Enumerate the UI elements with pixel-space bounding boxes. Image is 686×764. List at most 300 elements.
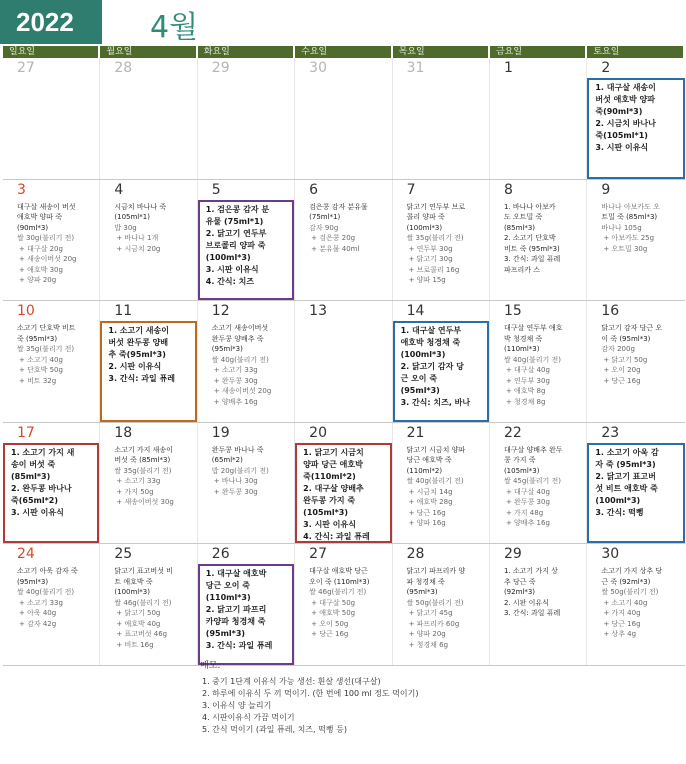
day-menu xyxy=(198,321,294,407)
menu-line: 쌀 46g(불리기 전) xyxy=(114,598,172,607)
menu-line: + 소고기 40g xyxy=(19,355,63,364)
menu-line: 버섯 애호박 양파 xyxy=(595,95,656,104)
menu-line: + 바나나 30g xyxy=(213,477,258,486)
weekday-label: 목요일 xyxy=(393,46,490,58)
menu-line: + 닭고기 50g xyxy=(116,609,161,618)
menu-line: + 오트밀 30g xyxy=(603,244,648,253)
menu-line: (110ml*3) xyxy=(205,593,251,603)
day-menu xyxy=(3,78,99,80)
menu-line: 애호박 양파 죽 xyxy=(17,213,63,222)
menu-line: 죽(105ml*1) xyxy=(595,131,648,140)
menu-line: 근 오이 죽 xyxy=(400,374,438,384)
day-cell[interactable] xyxy=(587,423,684,544)
menu-line: 3. 시판 이유식 xyxy=(303,519,356,529)
day-number: 11 xyxy=(114,303,133,320)
memo-title: 메모: xyxy=(200,661,221,671)
day-menu xyxy=(3,321,99,386)
menu-line: 이 죽 (95ml*3) xyxy=(601,334,651,343)
menu-line: 대구살 새송이 버섯 xyxy=(17,202,76,211)
menu-line: + 완두콩 30g xyxy=(213,376,258,385)
menu-line: (90ml*3) xyxy=(17,223,49,232)
menu-line: + 단호박 50g xyxy=(19,366,63,375)
menu-line: + 새송이버섯 20g xyxy=(19,255,77,264)
day-menu xyxy=(198,443,294,498)
day-number: 30 xyxy=(309,60,327,76)
menu-line: (100ml*3) xyxy=(400,350,446,360)
menu-line: + 닭고기 50g xyxy=(603,355,648,364)
menu-line: + 오이 20g xyxy=(603,366,641,375)
day-menu xyxy=(587,200,684,255)
menu-line: 2. 시판 이유식 xyxy=(503,598,549,607)
menu-line: 완두콩 양배추 죽 xyxy=(211,334,264,343)
menu-line: + 대구살 20g xyxy=(19,244,63,253)
menu-line: 트 애호박 죽 xyxy=(114,577,153,586)
day-menu xyxy=(490,78,586,80)
day-menu xyxy=(100,443,196,508)
menu-line: (65ml*2) xyxy=(211,456,243,465)
menu-line: 소고기 가지 상추 당 xyxy=(601,567,663,576)
menu-line: 바나나 아보카도 오 xyxy=(601,202,660,211)
weekday-header xyxy=(3,46,685,58)
highlight-box xyxy=(3,443,99,544)
menu-line: 2. 닭고기 감자 당 xyxy=(400,362,464,372)
menu-line: + 애호박 40g xyxy=(116,619,161,628)
day-number: 10 xyxy=(17,303,35,320)
menu-line: 3. 간식: 과일 퓨레 xyxy=(108,374,175,384)
day-menu xyxy=(3,564,99,629)
calendar-week xyxy=(3,58,685,180)
menu-line: + 양배추 16g xyxy=(213,397,258,406)
day-cell[interactable] xyxy=(3,58,100,179)
menu-line: + 청경채 6g xyxy=(408,640,449,649)
menu-line: + 표고버섯 46g xyxy=(116,630,168,639)
menu-line: + 연두부 30g xyxy=(505,376,550,385)
menu-line: (105ml*3) xyxy=(503,466,540,475)
memo-item: 4. 시판이유식 가끔 먹이기 xyxy=(202,713,295,722)
menu-line: 완두콩 바나나 죽 xyxy=(211,445,264,454)
day-number: 19 xyxy=(211,424,230,441)
day-number: 2 xyxy=(601,60,611,76)
menu-line: 밥 30g xyxy=(114,223,137,232)
menu-line: 1. 닭고기 시금치 xyxy=(303,447,364,457)
menu-line: (100ml*3) xyxy=(595,495,641,505)
day-number: 31 xyxy=(406,60,425,76)
day-number: 29 xyxy=(211,60,230,76)
menu-line: + 브로콜리 16g xyxy=(408,265,460,274)
menu-line: + 완두콩 30g xyxy=(213,487,258,496)
calendar-weeks xyxy=(3,58,685,666)
menu-line: 밥 20g(불리기 전) xyxy=(211,466,269,475)
menu-line: (95ml*3) xyxy=(211,345,243,354)
menu-line: + 애호박 8g xyxy=(505,387,546,396)
menu-line: (85ml*3) xyxy=(503,223,536,232)
menu-line: 1. 대구살 연두부 xyxy=(400,326,462,336)
menu-line: 완두콩 가지 죽 xyxy=(303,495,356,505)
menu-line: 2. 완두콩 바나나 xyxy=(11,483,72,493)
menu-line: 1. 대구살 새송이 xyxy=(595,83,656,92)
menu-line: + 소고기 33g xyxy=(213,366,258,375)
menu-line: 2. 대구살 양배추 xyxy=(303,483,364,493)
menu-line: + 가지 40g xyxy=(603,609,641,618)
menu-line: 2. 닭고기 표고버 xyxy=(595,471,656,481)
menu-line: + 닭고기 45g xyxy=(408,609,453,618)
menu-line: + 당근 16g xyxy=(603,376,641,385)
menu-line: 쌀 45g(불리기 전) xyxy=(503,477,562,486)
menu-line: 2. 닭고기 파프리 xyxy=(205,605,267,615)
day-number: 5 xyxy=(211,181,221,198)
day-number: 16 xyxy=(601,303,620,320)
memo-item: 2. 하루에 이유식 두 끼 먹이기. (한 번에 100 ml 정도 먹이기) xyxy=(202,689,419,698)
day-number: 9 xyxy=(601,181,611,198)
menu-line: 2. 시금치 바나나 xyxy=(595,119,656,128)
menu-line: 닭고기 감자 당근 오 xyxy=(601,324,663,333)
day-menu xyxy=(589,445,682,519)
menu-line: 버섯 완두콩 양배 xyxy=(108,338,169,348)
day-number: 21 xyxy=(406,424,425,441)
highlight-box xyxy=(295,443,391,544)
menu-line: (95ml*3) xyxy=(205,629,246,639)
day-cell[interactable] xyxy=(295,301,392,422)
day-number: 30 xyxy=(601,546,620,563)
day-menu xyxy=(393,564,489,650)
menu-line: 콩 가지 죽 xyxy=(503,456,536,465)
menu-line: (95ml*3) xyxy=(406,588,438,597)
menu-line: + 아욱 40g xyxy=(19,609,57,618)
day-cell[interactable] xyxy=(393,58,490,179)
menu-line: 2. 시판 이유식 xyxy=(108,362,162,372)
day-number: 17 xyxy=(17,424,35,441)
day-number: 28 xyxy=(406,546,425,563)
menu-line: 대구살 양배추 완두 xyxy=(503,445,563,454)
menu-line: + 닭고기 30g xyxy=(408,255,453,264)
menu-line: 닭고기 파프리카 양 xyxy=(406,567,466,576)
day-menu xyxy=(5,445,97,519)
memo-section xyxy=(200,660,686,764)
day-menu xyxy=(393,78,489,80)
day-cell[interactable] xyxy=(393,301,490,422)
menu-line: 쌀 40g(불리기 전) xyxy=(17,588,75,597)
day-number: 26 xyxy=(211,546,230,563)
menu-line: 박 청경채 죽 xyxy=(503,334,543,343)
menu-line: + 아보카도 25g xyxy=(603,234,655,243)
day-menu xyxy=(490,443,586,529)
day-cell[interactable] xyxy=(587,180,684,301)
menu-line: 쌀 50g(불리기 전) xyxy=(406,598,464,607)
day-menu xyxy=(490,321,586,407)
day-number: 27 xyxy=(17,60,35,76)
menu-line: + 양배추 16g xyxy=(505,519,550,528)
day-cell[interactable] xyxy=(393,544,490,665)
menu-line: 죽 (95ml*3) xyxy=(17,334,58,343)
highlight-box xyxy=(198,564,294,665)
menu-line: 송이 버섯 죽 xyxy=(11,459,56,469)
menu-line: 3. 간식: 과일 퓨레 xyxy=(503,609,561,618)
weekday-label: 금요일 xyxy=(490,46,587,58)
day-menu xyxy=(200,566,292,652)
menu-line: + 당근 16g xyxy=(408,508,446,517)
day-cell[interactable] xyxy=(490,423,587,544)
calendar-week xyxy=(3,423,685,545)
day-number: 13 xyxy=(309,303,327,320)
highlight-box xyxy=(100,321,196,422)
menu-line: + 검은콩 20g xyxy=(311,234,356,243)
menu-line: 쌀 46g(불리기 전) xyxy=(309,588,367,597)
day-menu xyxy=(295,321,391,323)
calendar-grid xyxy=(3,46,685,666)
highlight-box xyxy=(393,321,489,422)
menu-line: 3. 간식: 떡뻥 xyxy=(595,507,644,517)
day-cell[interactable] xyxy=(198,180,295,301)
menu-line: 트밀 죽 (85ml*3) xyxy=(601,213,658,222)
day-menu xyxy=(100,564,196,650)
menu-line: 비트 죽 (95ml*3) xyxy=(503,244,560,253)
day-number: 27 xyxy=(309,546,327,563)
menu-line: + 양파 16g xyxy=(408,519,446,528)
menu-line: 버섯 죽 (85ml*3) xyxy=(114,456,171,465)
day-number: 20 xyxy=(309,424,327,441)
menu-line: + 대구살 40g xyxy=(505,487,550,496)
menu-line: 닭고기 시금치 양파 xyxy=(406,445,466,454)
day-cell[interactable] xyxy=(3,180,100,301)
day-number: 14 xyxy=(406,303,425,320)
day-cell[interactable] xyxy=(490,544,587,665)
menu-line: 쌀 30g(불리기 전) xyxy=(17,234,75,243)
menu-line: 2. 닭고기 연두부 xyxy=(205,228,267,238)
day-menu xyxy=(200,202,292,288)
menu-line: (100ml*3) xyxy=(205,252,251,262)
day-number: 29 xyxy=(503,546,522,563)
day-menu xyxy=(100,200,196,255)
day-menu xyxy=(393,443,489,529)
menu-line: 도 오트밀 죽 xyxy=(503,213,543,222)
weekday-label: 월요일 xyxy=(100,46,197,58)
day-menu xyxy=(3,200,99,286)
day-number: 1 xyxy=(503,60,513,76)
weekday-label: 일요일 xyxy=(3,46,100,58)
menu-line: 대구살 애호박 당근 xyxy=(309,567,368,576)
menu-line: (105ml*3) xyxy=(303,507,349,517)
day-cell[interactable] xyxy=(198,544,295,665)
menu-line: 3. 시판 이유식 xyxy=(11,507,64,517)
menu-line: + 감자 42g xyxy=(19,619,57,628)
day-cell[interactable] xyxy=(587,301,684,422)
menu-line: (100ml*3) xyxy=(406,223,443,232)
menu-line: 추 당근 죽 xyxy=(503,577,536,586)
menu-line: 쌀 35g(불리기 전) xyxy=(114,466,172,475)
day-menu xyxy=(490,564,586,619)
menu-line: + 청경채 8g xyxy=(505,397,546,406)
menu-line: + 대구살 40g xyxy=(505,366,550,375)
menu-line: + 연두부 30g xyxy=(408,244,453,253)
menu-line: + 대구살 50g xyxy=(311,598,356,607)
day-number: 8 xyxy=(503,181,513,198)
day-cell[interactable] xyxy=(295,544,392,665)
menu-line: 근 죽 (92ml*3) xyxy=(601,577,651,586)
menu-line: + 시금치 14g xyxy=(408,487,453,496)
highlight-box xyxy=(587,78,684,179)
menu-line: 3. 간식: 치즈, 바나 xyxy=(400,398,471,408)
menu-line: + 당근 16g xyxy=(311,630,349,639)
day-number: 4 xyxy=(114,181,124,198)
menu-line: + 완두콩 30g xyxy=(505,498,550,507)
menu-line: + 오이 50g xyxy=(311,619,349,628)
menu-line: 자 죽 (95ml*3) xyxy=(595,459,656,469)
menu-line: 3. 간식: 과일 퓨레 xyxy=(503,255,561,264)
menu-line: 1. 바나나 아보카 xyxy=(503,202,556,211)
day-menu xyxy=(100,78,196,80)
menu-line: 죽(110ml*2) xyxy=(303,471,356,481)
day-menu xyxy=(295,564,391,640)
calendar-week xyxy=(3,544,685,666)
weekday-label: 화요일 xyxy=(198,46,295,58)
day-number: 28 xyxy=(114,60,133,76)
memo-list xyxy=(200,676,686,736)
menu-line: 대구살 연두부 애호 xyxy=(503,324,563,333)
day-cell[interactable] xyxy=(100,58,197,179)
menu-line: 4. 간식: 치즈 xyxy=(205,276,255,286)
menu-line: 닭고기 표고버섯 비 xyxy=(114,567,173,576)
day-menu xyxy=(102,323,194,385)
day-cell[interactable] xyxy=(490,301,587,422)
day-number: 6 xyxy=(309,181,319,198)
memo-item: 1. 중기 1단계 이유식 가능 생선: 흰살 생선(대구살) xyxy=(202,677,381,686)
menu-line: 닭고기 연두부 브로 xyxy=(406,202,466,211)
menu-line: 양파 당근 애호박 xyxy=(303,459,363,469)
menu-line: (85ml*3) xyxy=(11,471,51,481)
menu-line: (110ml*2) xyxy=(406,466,443,475)
day-cell[interactable] xyxy=(3,544,100,665)
menu-line: 1. 검은콩 감자 분 xyxy=(205,204,270,214)
day-cell[interactable] xyxy=(100,544,197,665)
menu-line: 1. 대구살 애호박 xyxy=(205,569,267,579)
day-number: 23 xyxy=(601,424,620,441)
day-cell[interactable] xyxy=(100,301,197,422)
highlight-box xyxy=(198,200,294,301)
menu-line: + 애호박 50g xyxy=(311,609,356,618)
memo-item: 3. 이유식 양 늘리기 xyxy=(202,701,272,710)
day-cell[interactable] xyxy=(198,301,295,422)
day-cell[interactable] xyxy=(490,58,587,179)
day-cell[interactable] xyxy=(100,180,197,301)
menu-line: 오이 죽 (110ml*3) xyxy=(309,577,370,586)
menu-line: + 비트 32g xyxy=(19,376,57,385)
day-number: 15 xyxy=(503,303,522,320)
menu-line: 추 죽(95ml*3) xyxy=(108,350,166,360)
menu-line: + 가지 50g xyxy=(116,487,154,496)
day-menu xyxy=(393,200,489,286)
day-number: 12 xyxy=(211,303,230,320)
menu-line: + 양파 20g xyxy=(19,276,57,285)
menu-line: 섯 비트 애호박 죽 xyxy=(595,483,658,493)
day-cell[interactable] xyxy=(393,180,490,301)
day-cell[interactable] xyxy=(3,301,100,422)
day-cell[interactable] xyxy=(490,180,587,301)
year-banner: 2022 xyxy=(0,0,102,44)
menu-line: 검은콩 감자 분유물 xyxy=(309,202,368,211)
menu-line: 당근 애호박 죽 xyxy=(406,456,452,465)
menu-line: + 양파 20g xyxy=(408,630,446,639)
highlight-box xyxy=(587,443,684,544)
menu-line: 감자 90g xyxy=(309,223,339,232)
menu-line: + 소고기 40g xyxy=(603,598,648,607)
menu-line: + 파프리카 60g xyxy=(408,619,460,628)
menu-line: 쌀 50g(불리기 전) xyxy=(601,588,659,597)
menu-line: 애호박 청경채 죽 xyxy=(400,338,461,348)
day-cell[interactable] xyxy=(295,180,392,301)
day-number: 7 xyxy=(406,181,416,198)
menu-line: 쌀 35g(불리기 전) xyxy=(406,234,464,243)
menu-line: 2. 소고기 단호박 xyxy=(503,234,556,243)
menu-line: + 소고기 33g xyxy=(116,477,161,486)
menu-line: (75ml*1) xyxy=(309,213,341,222)
menu-line: (110ml*3) xyxy=(503,345,540,354)
menu-line: 쌀 40g(불리기 전) xyxy=(211,355,269,364)
day-cell[interactable] xyxy=(295,58,392,179)
menu-line: + 새송이버섯 20g xyxy=(213,387,272,396)
menu-line: 1. 소고기 아욱 감 xyxy=(595,447,659,457)
menu-line: 콜리 양파 죽 xyxy=(406,213,445,222)
menu-line: 카양파 청경채 죽 xyxy=(205,617,266,627)
menu-line: + 시금치 20g xyxy=(116,244,161,253)
menu-line: 브로콜리 양파 죽 xyxy=(205,240,266,250)
menu-line: 소고기 가지 새송이 xyxy=(114,445,173,454)
calendar-week xyxy=(3,301,685,423)
calendar-week xyxy=(3,180,685,302)
menu-line: 3. 시판 이유식 xyxy=(205,264,259,274)
day-number: 24 xyxy=(17,546,35,563)
day-menu xyxy=(395,323,487,409)
menu-line: 당근 오이 죽 xyxy=(205,581,250,591)
day-menu xyxy=(587,564,684,640)
day-cell[interactable] xyxy=(587,544,684,665)
day-menu xyxy=(490,200,586,276)
day-cell[interactable] xyxy=(393,423,490,544)
day-menu xyxy=(589,80,682,154)
day-menu xyxy=(587,321,684,386)
day-menu xyxy=(295,78,391,80)
day-cell[interactable] xyxy=(198,423,295,544)
menu-line: + 애호박 30g xyxy=(19,265,63,274)
day-number: 3 xyxy=(17,181,26,198)
menu-line: 유물 (75ml*1) xyxy=(205,216,264,226)
menu-line: 파프리카 스 xyxy=(503,265,540,274)
day-cell[interactable] xyxy=(3,423,100,544)
day-cell[interactable] xyxy=(100,423,197,544)
menu-line: 1. 소고기 새송이 xyxy=(108,326,169,336)
menu-line: 소고기 새송이버섯 xyxy=(211,324,269,333)
menu-line: 소고기 단호박 비트 xyxy=(17,324,76,333)
menu-line: 3. 간식: 과일 퓨레 xyxy=(205,641,273,651)
memo-item: 5. 간식 먹이기 (과일 퓨레, 치즈, 떡뻥 등) xyxy=(202,725,347,734)
day-cell[interactable] xyxy=(198,58,295,179)
menu-line: 쌀 35g(불리기 전) xyxy=(17,345,75,354)
day-cell[interactable] xyxy=(587,58,684,179)
menu-line: 죽(90ml*3) xyxy=(595,107,643,116)
menu-line: + 비트 16g xyxy=(116,640,154,649)
menu-line: (92ml*3) xyxy=(503,588,536,597)
menu-line: 쌀 40g(불리기 전) xyxy=(406,477,464,486)
weekday-label: 토요일 xyxy=(587,46,684,58)
day-number: 25 xyxy=(114,546,133,563)
menu-line: 1. 소고기 가지 상 xyxy=(503,567,558,576)
menu-line: + 분유물 40ml xyxy=(311,244,360,253)
menu-line: + 당근 16g xyxy=(603,619,641,628)
menu-line: 시금치 바나나 죽 xyxy=(114,202,167,211)
day-menu xyxy=(297,445,389,543)
month-title: 4월 xyxy=(150,10,199,45)
day-cell[interactable] xyxy=(295,423,392,544)
menu-line: + 양파 15g xyxy=(408,276,446,285)
